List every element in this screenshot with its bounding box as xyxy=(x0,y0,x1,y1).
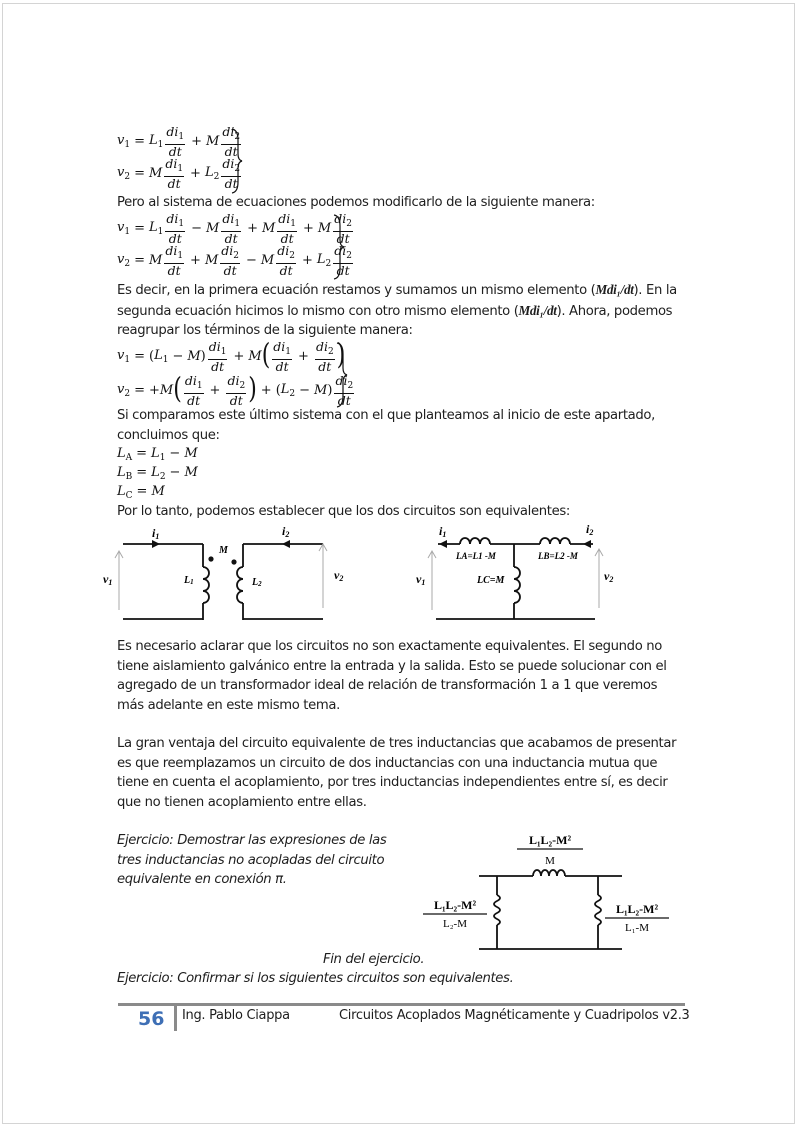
label-right-denominator: L₁-M xyxy=(625,922,649,934)
paragraph: Es decir, en la primera ecuación restamos y sumamos un mismo elemento (Mdi₁/dt). En la segunda ecuación hicimos lo mismo con otro mismo elemento (Mdi₁/dt). Ahora, podemos reagrupar los términos de la siguiente manera: xyxy=(117,282,677,339)
label-v2: v2 xyxy=(604,569,614,584)
label-i2: i2 xyxy=(586,522,594,537)
footer-divider xyxy=(118,1003,685,1006)
paragraph: Por lo tanto, podemos establecer que los dos circuitos son equivalentes: xyxy=(117,504,570,519)
label-left-numerator: L₁L₂-M² xyxy=(433,898,477,912)
label-M: M xyxy=(219,545,228,556)
result-LA: $L_A = L_1 - M$ xyxy=(117,446,198,463)
equation-line: $v_2$ = M $\frac{di_1}{dt}$ + $L_2$ $\frac{di_2}{dt}$ xyxy=(117,155,241,191)
label-v1: v1 xyxy=(103,572,113,587)
footer-author: Ing. Pablo Ciappa xyxy=(182,1008,290,1023)
label-top-numerator: L₁L₂-M² xyxy=(528,833,572,847)
equation-line: $v_1$ = ( $L_1$ − M ) $\frac{di_1}{dt}$ + M ( $\frac{di_1}{dt}$ + $\frac{di_2}{dt}$ ) xyxy=(117,338,346,374)
footer-separator xyxy=(174,1003,177,1031)
dot-marker xyxy=(231,559,236,564)
footer-document-title: Circuitos Acoplados Magnéticamente y Cuadripolos v2.3 xyxy=(339,1008,690,1023)
label-v1: v1 xyxy=(416,572,426,587)
label-L1: L1 xyxy=(184,575,194,586)
inductor-LC xyxy=(514,567,520,603)
equation-line: $v_2$ = M $\frac{di_1}{dt}$ + M $\frac{di_2}{dt}$ − M $\frac{di_2}{dt}$ + $L_2$ $\frac{di_2}{dt}$ xyxy=(117,242,352,278)
paragraph: Pero al sistema de ecuaciones podemos modificarlo de la siguiente manera: xyxy=(117,195,595,210)
coupled-inductors-diagram xyxy=(100,520,360,620)
equation-line: $v_1$ = $L_1$ $\frac{di_1}{dt}$ − M $\frac{di_1}{dt}$ + M $\frac{di_1}{dt}$ + M $\frac{di_2}{dt}$ xyxy=(117,210,352,246)
inductor-top xyxy=(533,870,565,876)
paragraph: Es necesario aclarar que los circuitos no son exactamente equivalentes. El segundo no tiene aislamiento galvánico entre la entrada y la salida. Esto se puede solucionar con el agregado de un transformador ideal de relación de transformación 1 a 1 que veremos más adelante en este mismo tema. xyxy=(117,639,667,713)
arrow-left-icon xyxy=(439,540,447,548)
exercise-statement: Ejercicio: Confirmar si los siguientes circuitos son equivalentes. xyxy=(117,971,514,986)
label-LA: LA=L1 -M xyxy=(456,551,496,561)
pi-equivalent-diagram xyxy=(415,825,675,955)
brace-icon xyxy=(230,128,244,194)
brace-icon xyxy=(335,342,349,408)
arrow-right-icon xyxy=(152,540,160,548)
label-L2: L2 xyxy=(252,577,262,588)
result-LB: $L_B = L_2 - M$ xyxy=(117,465,198,482)
label-top-denominator: M xyxy=(545,855,555,867)
label-right-numerator: L₁L₂-M² xyxy=(615,902,659,916)
result-LC: $L_C = M$ xyxy=(117,484,165,501)
exercise-end: Fin del ejercicio. xyxy=(323,952,425,967)
paragraph: La gran ventaja del circuito equivalente de tres inductancias que acabamos de presentar es que reemplazamos un circuito de dos inductancias con una inductancia mutua que tiene en cuenta el acoplamiento, por tres inductancias independientes entre sí, es decir que no tienen acoplamiento entre ellas. xyxy=(117,736,677,810)
label-i1: i1 xyxy=(152,526,160,541)
label-LB: LB=L2 -M xyxy=(538,551,578,561)
inductor-LA xyxy=(460,538,490,544)
arrow-left-icon xyxy=(583,540,591,548)
equation-line: $v_1$ = $L_1$ $\frac{di_1}{dt}$ + M $\frac{di_2}{dt}$ xyxy=(117,123,241,159)
label-i1: i1 xyxy=(439,524,447,539)
brace-icon xyxy=(332,214,346,280)
paragraph: Si comparamos este último sistema con el que planteamos al inicio de este apartado, concluimos que: xyxy=(117,408,655,443)
inductor-left xyxy=(494,895,500,925)
label-v2: v2 xyxy=(334,568,344,583)
tee-equivalent-diagram xyxy=(400,520,640,620)
page-number: 56 xyxy=(138,1008,165,1030)
equation-system-2 xyxy=(117,210,352,279)
inductor-L2 xyxy=(237,567,243,603)
label-left-denominator: L₂-M xyxy=(443,918,467,930)
label-i2: i2 xyxy=(282,524,290,539)
inductor-right xyxy=(595,895,601,925)
dot-marker xyxy=(208,556,213,561)
inductor-LB xyxy=(540,538,570,544)
equation-line: $v_2$ = +M ( $\frac{di_1}{dt}$ + $\frac{di_2}{dt}$ ) + ( $L_2$ − M ) $\frac{di_2}{dt}$ xyxy=(117,372,354,408)
inductor-L1 xyxy=(203,567,209,603)
exercise-statement: Ejercicio: Demostrar las expresiones de las tres inductancias no acopladas del circuito equivalente en conexión π. xyxy=(117,833,387,888)
label-LC: LC=M xyxy=(477,575,505,586)
arrow-left-icon xyxy=(282,540,290,548)
equation-system-3 xyxy=(117,338,354,408)
